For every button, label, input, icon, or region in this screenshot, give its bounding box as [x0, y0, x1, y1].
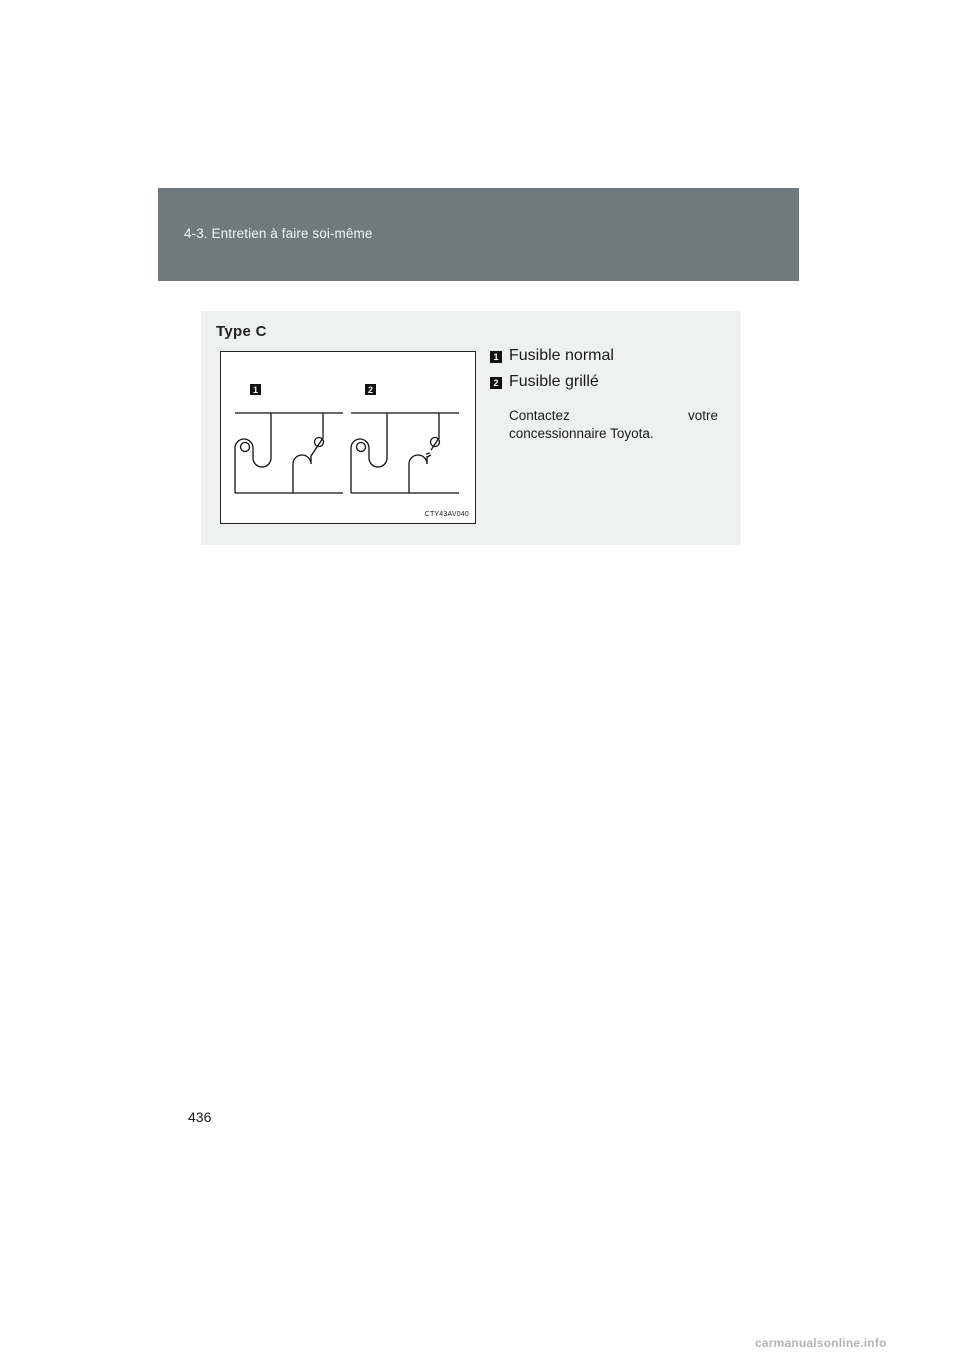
dealer-note-word2: votre: [687, 408, 718, 423]
section-header: [158, 188, 799, 281]
fuse-illustration: [220, 351, 476, 524]
dealer-note-line1: [509, 407, 718, 425]
dealer-note: [509, 407, 718, 443]
normal-fuse: [235, 413, 343, 493]
fuse-diagram: [221, 352, 475, 523]
legend-item-blown: [490, 373, 718, 399]
blown-fuse: [351, 413, 459, 493]
type-heading: Type C: [216, 323, 267, 340]
fuse-type-c-panel: [201, 311, 741, 545]
dealer-note-line2: concessionnaire Toyota.: [509, 426, 654, 441]
callout-1: 1: [252, 385, 259, 395]
legend: [490, 347, 718, 443]
section-title: 4-3. Entretien à faire soi-même: [184, 226, 373, 241]
callout-2: 2: [367, 385, 374, 395]
watermark: carmanualsonline.info: [755, 1336, 887, 1350]
legend-item-normal: [490, 347, 718, 373]
legend-label-normal: Fusible normal: [509, 347, 614, 364]
dealer-note-word1: Contactez: [509, 408, 570, 423]
legend-num-2: 2: [490, 377, 502, 389]
page-number: 436: [188, 1109, 212, 1125]
figure-code: CTY43AV040: [424, 511, 469, 518]
legend-num-1: 1: [490, 351, 502, 363]
legend-label-blown: Fusible grillé: [509, 373, 599, 390]
